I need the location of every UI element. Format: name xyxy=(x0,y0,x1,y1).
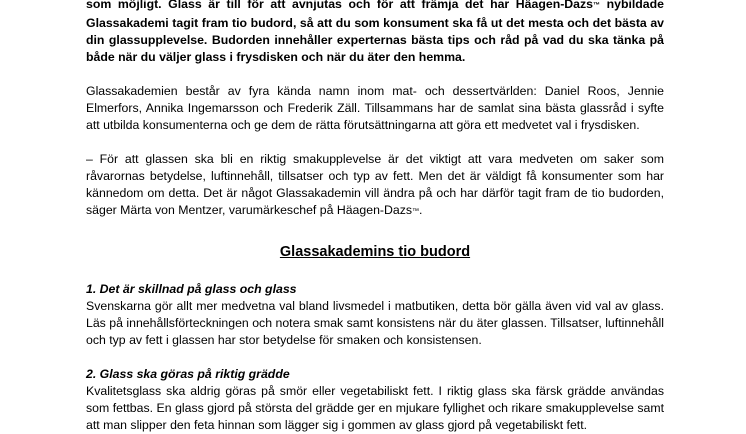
rule-1-body: Svenskarna gör allt mer medvetna val bland livsmedel i matbutiken, detta bör gälla även vid val av glass. Läs på innehållsförteckningen och notera smak samt konsistens när du äter glassen. Tillsatser, luftinnehåll och typ av fett i glassen har stor betydelse för smaken och konsistensen. xyxy=(86,299,664,347)
rule-2-title: 2. Glass ska göras på riktig grädde xyxy=(86,367,290,381)
intro-rest: Glassakademi tagit fram tio budord, så att du som konsument ska få ut det mesta och det bästa av din glassupplevelse. Budorden innehåller experternas bästa tips och råd på vad du ska tänka på både när du väljer glass i frysdisken och när du äter den hemma. xyxy=(86,16,664,64)
trademark-symbol: ™ xyxy=(412,208,420,215)
trademark-symbol: ™ xyxy=(593,2,601,9)
intro-paragraph xyxy=(86,0,664,66)
intro-line-1: som möjligt. Glass är till för att avnjutas och för att främja det har Häagen-Dazs xyxy=(86,0,594,11)
quote-paragraph xyxy=(86,151,664,221)
rule-1-title: 1. Det är skillnad på glass och glass xyxy=(86,282,297,296)
quote-end: . xyxy=(419,203,423,217)
section-heading: Glassakademins tio budord xyxy=(279,244,471,260)
intro-line-1b: nybildade xyxy=(600,0,664,11)
members-paragraph: Glassakademien består av fyra kända namn inom mat- och dessertvärlden: Daniel Roos, Jennie Elmerfors, Annika Ingemarsson och Frederik Zäll. Tillsammans har de samlat sina bästa glassråd i syfte att utbilda konsumenterna och ge dem de rätta förutsättningarna att göra ett medvetet val i frysdisken. xyxy=(86,84,664,132)
rule-2-body: Kvalitetsglass ska aldrig göras på smör eller vegetabiliskt fett. I riktig glass ska färsk grädde användas som fettbas. En glass gjord på största del grädde ger en mjukare fyllighet och rikare smakupplevelse samt att man slipper den feta hinnan som lägger sig i gommen av glass gjord på vegetabiliskt fett. xyxy=(86,384,664,432)
document-page xyxy=(86,0,664,434)
quote-text: – För att glassen ska bli en riktig smakupplevelse är det viktigt att vara medveten om saker som råvarornas betydelse, luftinnehåll, tillsatser och typ av fett. Men det är väldigt få konsumenter som har kännedom om detta. Det är något Glassakademin vill ändra på och har därför tagit fram de tio budorden, säger Märta von Mentzer, varumärkeschef på Häagen-Dazs xyxy=(86,152,664,217)
